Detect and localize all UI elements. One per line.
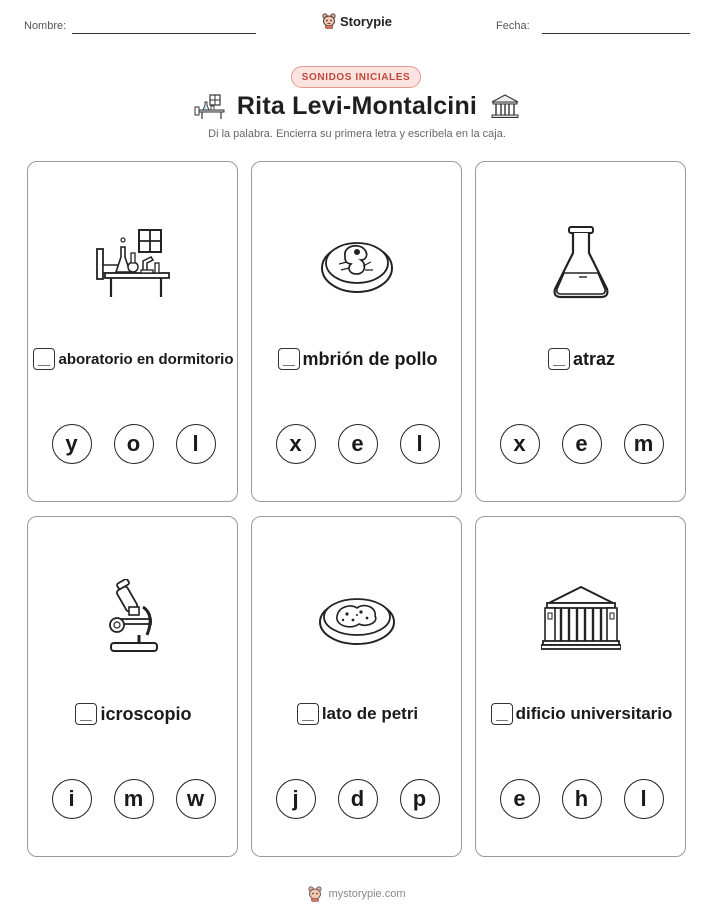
- card-petri-dish: [251, 516, 462, 857]
- letter-choice[interactable]: j: [276, 779, 316, 819]
- letter-choice[interactable]: y: [52, 424, 92, 464]
- letter-choice[interactable]: l: [400, 424, 440, 464]
- flask-illustration: [549, 225, 613, 301]
- title-row: [0, 92, 714, 121]
- category-badge: SONIDOS INICIALES: [291, 66, 421, 88]
- answer-box[interactable]: [278, 348, 300, 370]
- card-chick-embryo: [251, 161, 462, 502]
- answer-box[interactable]: [491, 703, 513, 725]
- card-lab-bedroom: [27, 161, 238, 502]
- card-microscope: [27, 516, 238, 857]
- letter-choice[interactable]: e: [500, 779, 540, 819]
- answer-box[interactable]: [33, 348, 55, 370]
- letter-choice[interactable]: m: [624, 424, 664, 464]
- card-flask: [475, 161, 686, 502]
- storypie-mascot-icon: [308, 886, 322, 902]
- letter-choice[interactable]: o: [114, 424, 154, 464]
- storypie-mascot-icon: [322, 13, 336, 29]
- letter-choice[interactable]: h: [562, 779, 602, 819]
- letter-choice[interactable]: w: [176, 779, 216, 819]
- letter-choice[interactable]: m: [114, 779, 154, 819]
- letter-choice[interactable]: e: [562, 424, 602, 464]
- letter-choice[interactable]: x: [500, 424, 540, 464]
- word-rest: atraz: [572, 348, 616, 369]
- brand-name: Storypie: [339, 13, 392, 29]
- microscope-illustration: [103, 579, 163, 657]
- name-label: Nombre:: [24, 20, 67, 32]
- word-rest: icroscopio: [100, 703, 192, 724]
- footer-site[interactable]: mystorypie.com: [328, 888, 406, 900]
- brand-logo: [0, 13, 714, 29]
- letter-choice[interactable]: l: [176, 424, 216, 464]
- date-line[interactable]: [542, 33, 690, 34]
- lab-bedroom-illustration: [95, 227, 171, 299]
- letter-choice[interactable]: i: [52, 779, 92, 819]
- answer-box[interactable]: [297, 703, 319, 725]
- date-label: Fecha:: [496, 20, 530, 32]
- word-rest: dificio universitario: [515, 704, 673, 723]
- letter-choice[interactable]: p: [400, 779, 440, 819]
- lab-desk-icon: [193, 93, 225, 121]
- answer-box[interactable]: [548, 348, 570, 370]
- name-line[interactable]: [72, 33, 256, 34]
- letter-choice[interactable]: x: [276, 424, 316, 464]
- letter-choice[interactable]: l: [624, 779, 664, 819]
- answer-box[interactable]: [75, 703, 97, 725]
- letter-choice[interactable]: e: [338, 424, 378, 464]
- letter-choice[interactable]: d: [338, 779, 378, 819]
- page-title: Rita Levi-Montalcini: [236, 92, 478, 120]
- petri-dish-illustration: [317, 588, 397, 648]
- word-rest: mbrión de pollo: [302, 348, 438, 369]
- instructions: Di la palabra. Encierra su primera letra y escríbela en la caja.: [208, 128, 506, 140]
- university-building-illustration: [541, 585, 621, 651]
- university-icon: [489, 93, 521, 121]
- word-rest: aboratorio en dormitorio: [58, 350, 234, 368]
- card-university-building: [475, 516, 686, 857]
- word-rest: lato de petri: [321, 704, 419, 723]
- chick-embryo-illustration: [319, 230, 395, 296]
- footer: [0, 886, 714, 902]
